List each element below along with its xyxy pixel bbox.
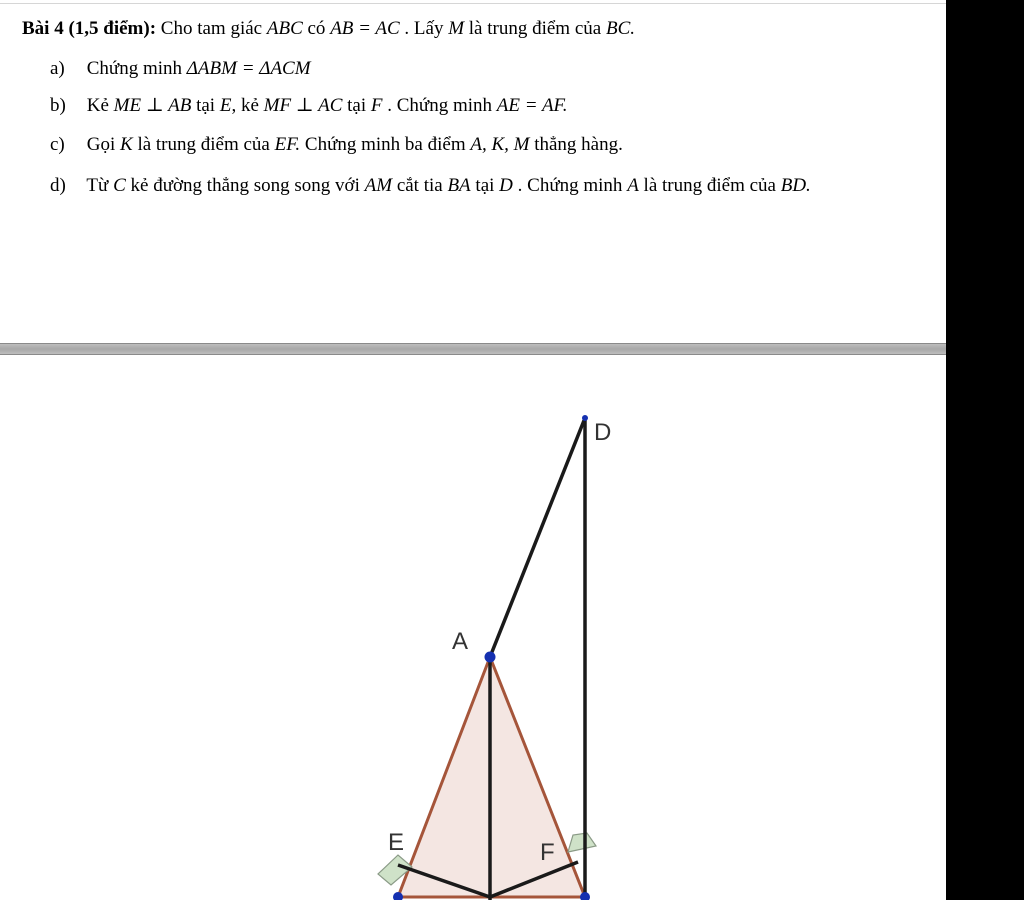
item-marker: b) <box>50 95 66 116</box>
top-border <box>0 3 946 4</box>
item-a <box>50 58 311 80</box>
math: ABC <box>266 18 303 39</box>
item-c <box>50 134 623 156</box>
math: BC. <box>605 18 635 39</box>
math: MF ⊥ AC <box>263 95 343 116</box>
item-d <box>50 175 811 197</box>
text: thẳng hàng. <box>534 134 623 155</box>
problem-statement <box>22 18 635 40</box>
geometry-figure <box>0 355 946 900</box>
math: EF. <box>274 134 301 155</box>
item-marker: d) <box>50 175 66 196</box>
text: . Chứng minh <box>387 95 493 116</box>
math: ΔABM = ΔACM <box>186 58 311 79</box>
math: M <box>448 18 465 39</box>
text: tại <box>347 95 367 116</box>
item-b <box>50 94 567 117</box>
math: AB = AC <box>330 18 400 39</box>
text: có <box>307 18 326 39</box>
math: F <box>370 95 383 116</box>
math: BD. <box>780 175 811 196</box>
text: . Lấy <box>404 18 444 39</box>
problem-text-area <box>0 0 946 343</box>
text: kẻ đường thẳng song song với <box>130 175 360 196</box>
item-marker: a) <box>50 58 65 79</box>
label-d: D <box>594 419 612 446</box>
math: A <box>627 175 639 196</box>
text: Gọi <box>86 134 116 155</box>
math: E <box>219 95 232 116</box>
text: tại <box>196 95 216 116</box>
pane-splitter[interactable] <box>0 343 946 355</box>
text: Kẻ <box>86 95 109 116</box>
problem-heading: Bài 4 (1,5 điểm): <box>22 18 157 39</box>
label-f: F <box>540 839 555 866</box>
point-a <box>485 652 496 663</box>
text: là trung điểm của <box>137 134 270 155</box>
right-angle-marker-f <box>568 833 596 852</box>
math: A, K, M <box>470 134 530 155</box>
math: AE = AF. <box>496 95 568 116</box>
text: Chứng minh <box>86 58 183 79</box>
geometry-figure-pane <box>0 355 946 900</box>
text: , kẻ <box>231 95 259 116</box>
math: C <box>113 175 126 196</box>
label-e: E <box>388 829 405 856</box>
math: AM <box>364 175 393 196</box>
segment-ad <box>490 418 585 657</box>
item-marker: c) <box>50 134 65 155</box>
text: là trung điểm của <box>643 175 776 196</box>
text: Chứng minh ba điểm <box>304 134 466 155</box>
text: Cho tam giác <box>160 18 263 39</box>
math: ME ⊥ AB <box>113 95 192 116</box>
label-a: A <box>452 628 469 655</box>
text: tại <box>475 175 495 196</box>
text: Từ <box>86 175 109 196</box>
text: là trung điểm của <box>468 18 602 39</box>
text: cắt tia <box>396 175 443 196</box>
math: K <box>120 134 133 155</box>
point-d <box>582 415 588 421</box>
math: D <box>499 175 513 196</box>
text: . Chứng minh <box>517 175 623 196</box>
math: BA <box>447 175 471 196</box>
